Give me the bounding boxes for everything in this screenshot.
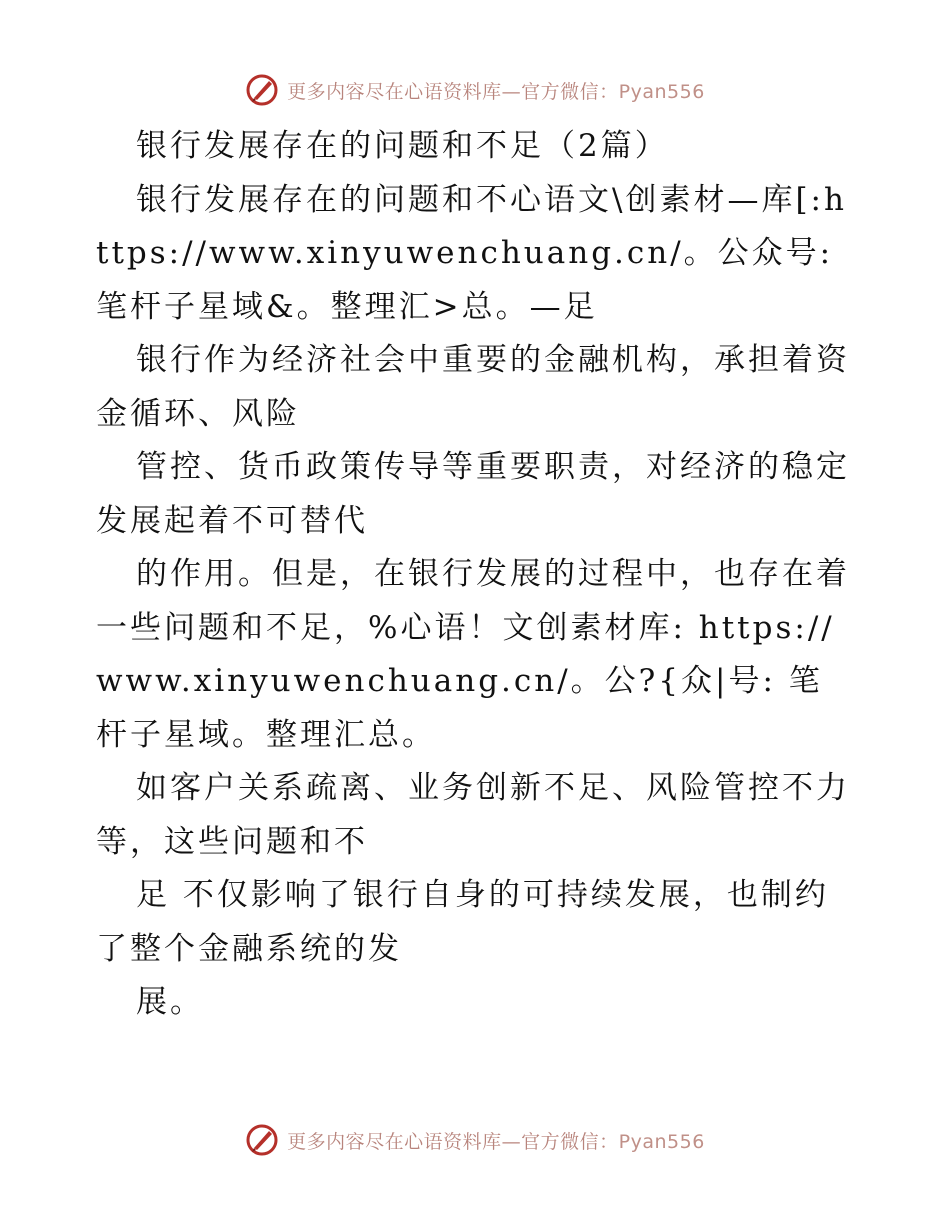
quill-logo-icon [245, 73, 279, 107]
document-body [96, 120, 856, 1030]
watermark-label: 更多内容尽在心语资料库—官方微信： [287, 80, 619, 103]
paragraph-2: 银行作为经济社会中重要的金融机构，承担着资金循环、风险 [96, 342, 850, 432]
paragraph-4: 的作用。但是，在银行发展的过程中，也存在着一些问题和不足，%心语！文创素材库: https://www.xinyuwenchuang.cn/。公?{众|号: 笔杆子星域。整理汇总。 [96, 556, 850, 753]
watermark-text [287, 1127, 705, 1154]
paragraph-1: 银行发展存在的问题和不心语文\创素材—库[:https://www.xinyuwenchuang.cn/。公众号: 笔杆子星域&。整理汇>总。—足 [96, 181, 847, 325]
watermark-label: 更多内容尽在心语资料库—官方微信： [287, 1130, 619, 1153]
watermark-handle: Pyan556 [618, 1130, 705, 1153]
header-watermark [0, 70, 950, 110]
paragraph-7: 展。 [136, 984, 204, 1020]
quill-logo-icon [245, 1123, 279, 1157]
paragraph-6: 足 不仅影响了银行自身的可持续发展，也制约了整个金融系统的发 [96, 877, 829, 967]
paragraph-5: 如客户关系疏离、业务创新不足、风险管控不力等，这些问题和不 [96, 770, 850, 860]
paragraph-3: 管控、货币政策传导等重要职责，对经济的稳定发展起着不可替代 [96, 449, 850, 539]
watermark-handle: Pyan556 [618, 80, 705, 103]
document-title: 银行发展存在的问题和不足（2篇） [136, 128, 669, 164]
footer-watermark [0, 1120, 950, 1160]
watermark-text [287, 77, 705, 104]
